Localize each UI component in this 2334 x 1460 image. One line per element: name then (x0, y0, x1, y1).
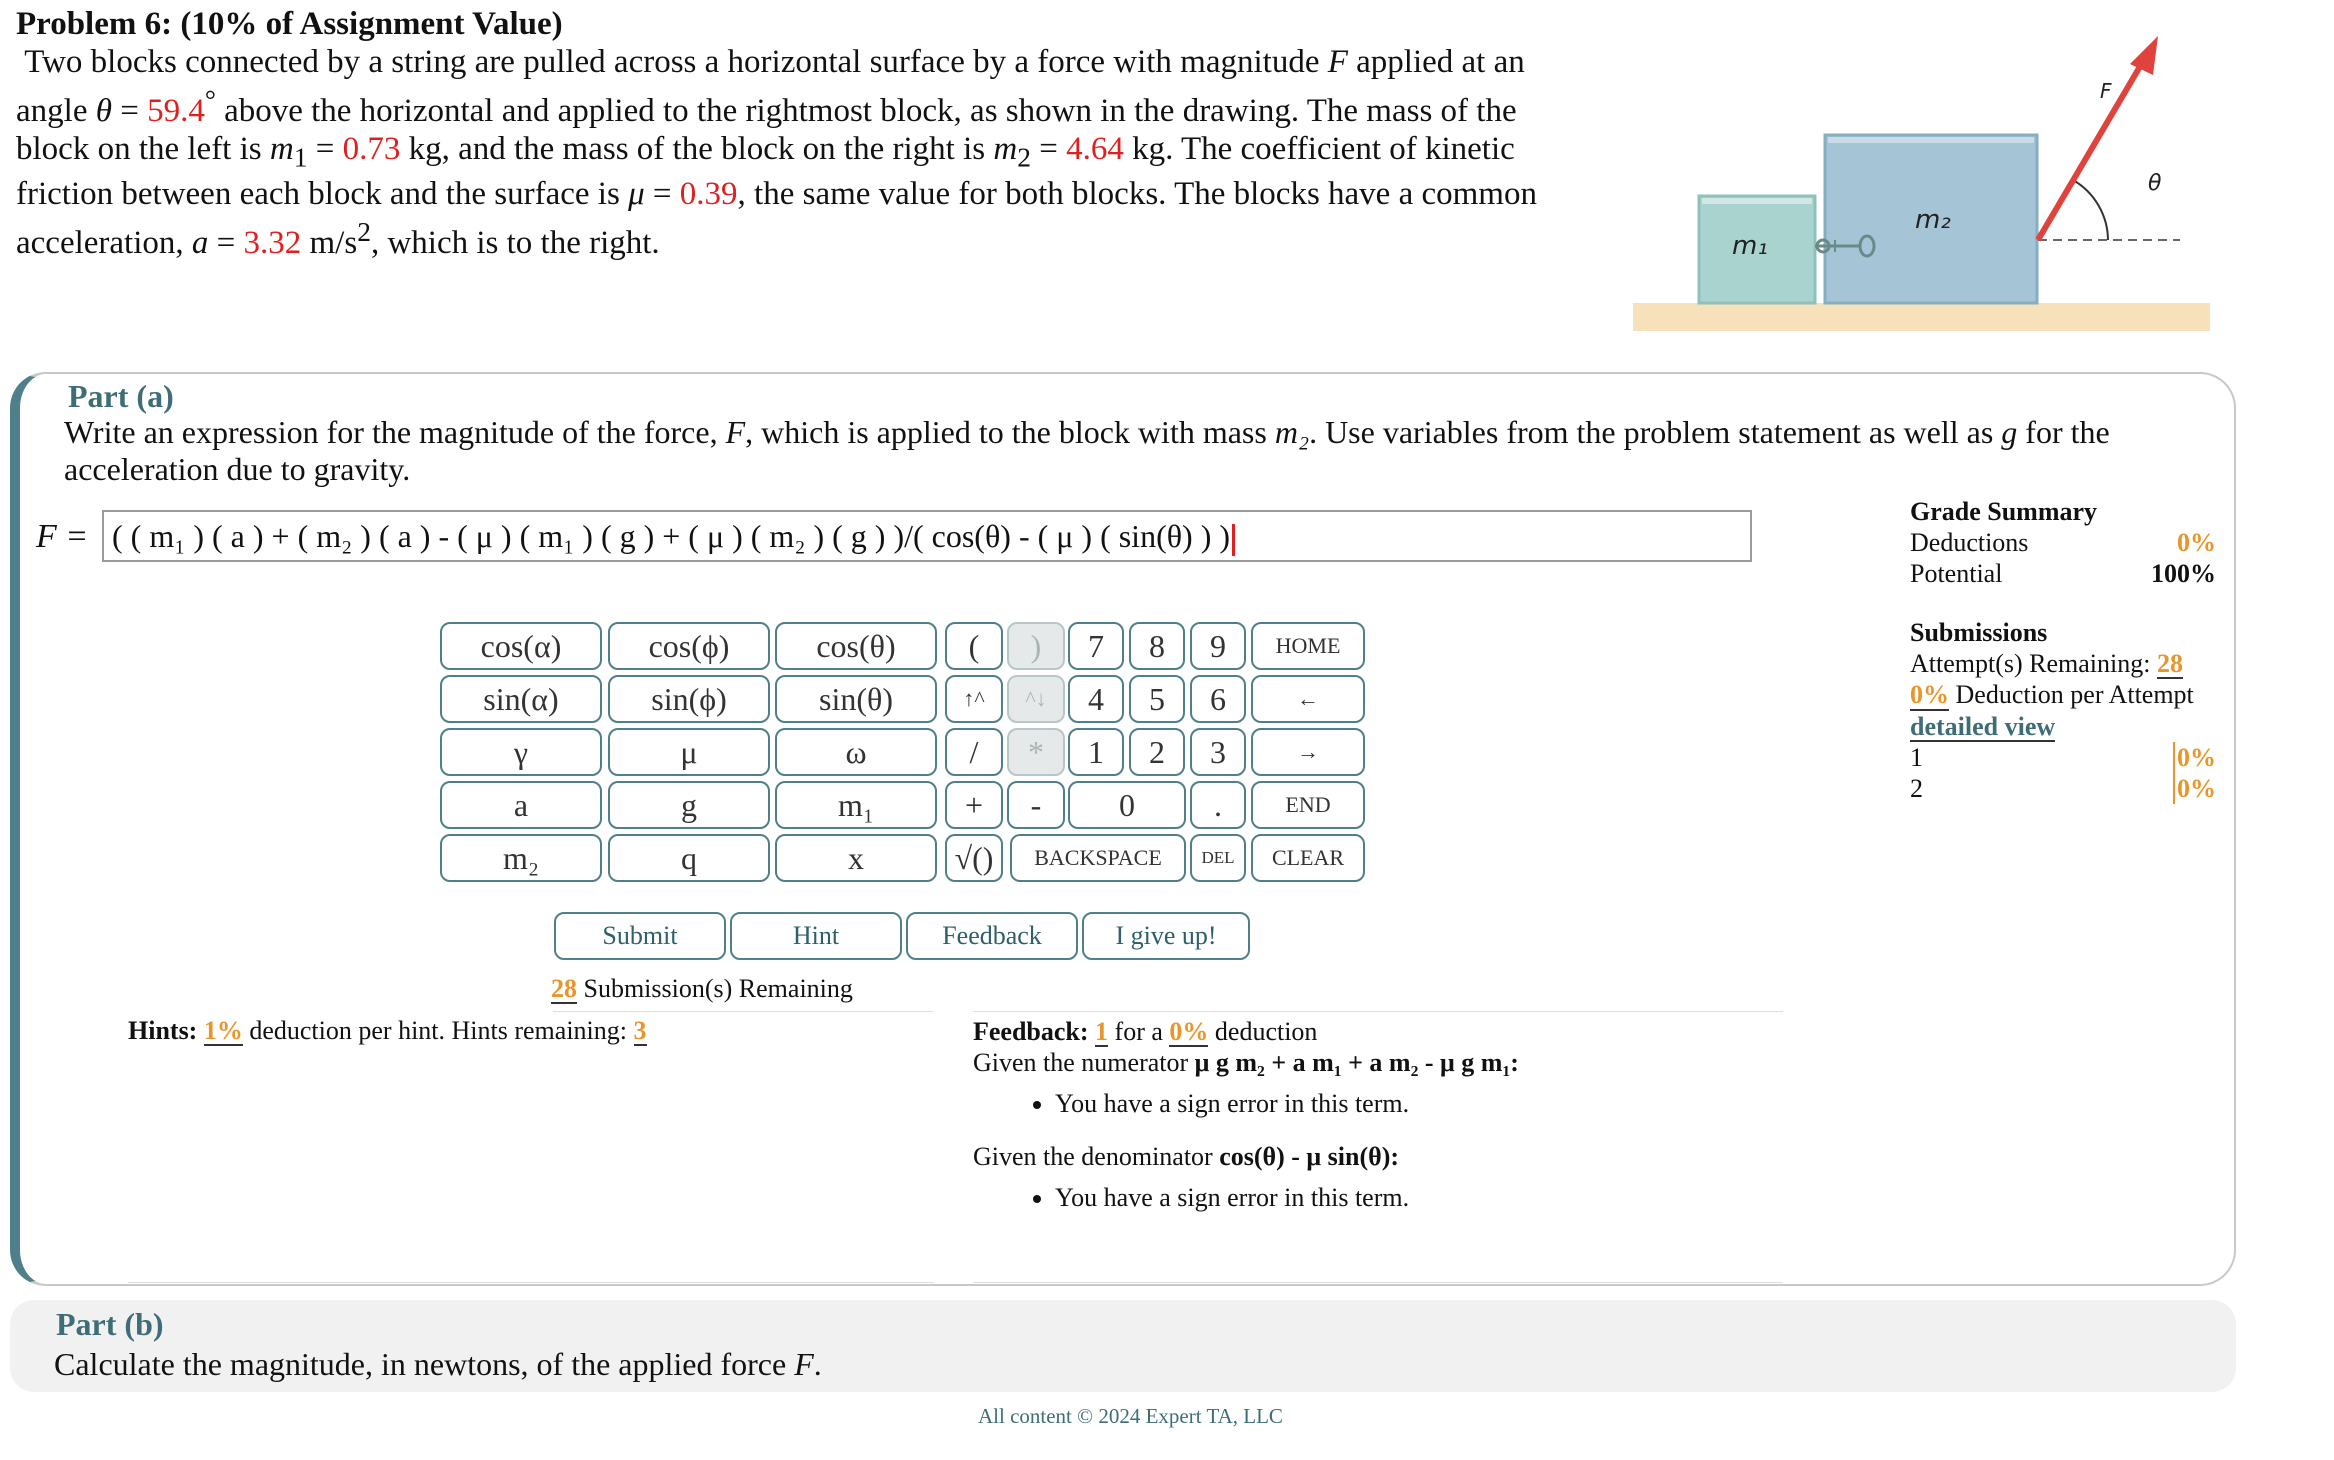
numerator-expression: μ g m₂ + a m₁ + a m₂ - μ g m₁: (1194, 1048, 1519, 1078)
key-3[interactable]: 3 (1190, 728, 1246, 776)
key-9[interactable]: 9 (1190, 622, 1246, 670)
key-g[interactable]: g (608, 781, 770, 829)
detailed-view-link[interactable]: detailed view (1910, 711, 2056, 741)
problem-statement (16, 6, 1576, 263)
floor-surface (1633, 303, 2210, 331)
key-sin-theta[interactable]: sin(θ) (775, 675, 937, 723)
key-plus[interactable]: + (945, 781, 1003, 829)
grade-summary: Grade Summary Deductions 0% Potential 100% Submissions Attempt(s) Remaining: 28 0% Deduction per Attempt detailed view 1 0% 2 0% (1910, 497, 2216, 803)
key-del[interactable]: DEL (1190, 834, 1246, 882)
potential-value: 100% (2151, 559, 2216, 588)
key-x[interactable]: x (775, 834, 937, 882)
key-divide[interactable]: / (945, 728, 1003, 776)
key-subscript: ^↓ (1007, 675, 1065, 723)
key-2[interactable]: 2 (1129, 728, 1185, 776)
key-backspace[interactable]: BACKSPACE (1010, 834, 1186, 882)
key-left-paren[interactable]: ( (945, 622, 1003, 670)
submissions-remaining: 28 Submission(s) Remaining (551, 974, 853, 1003)
m1-value: 0.73 (342, 130, 401, 167)
problem-text: Two blocks connected by a string are pulled across a horizontal surface by a force with magnitude F applied at an angle θ = 59.4° above the horizontal and applied to the rightmost block, as shown in the drawing. The mass of the block on the left is $m_1 = 0.73$ kg, and the mass of the block on the right is $m_2 = 4.64$ kg. The coefficient of kinetic friction between each block and the surface is μ = 0.39, the same value for both blocks. The blocks have a common acceleration, a = 3.32 $m/s^2$, which is to the right. (16, 43, 1537, 262)
key-sin-alpha[interactable]: sin(α) (440, 675, 602, 723)
angle-arc (2073, 180, 2108, 240)
feedback-panel: Feedback: 1 for a 0% deduction Given the numerator μ g m₂ + a m₁ + a m₂ - μ g m₁: • You have a sign error in this term. Given the denominator cos(θ) - μ sin(θ): • You have a sign error in this term. (973, 1016, 1793, 1235)
key-sin-phi[interactable]: sin(ϕ) (608, 675, 770, 723)
mu-value: 0.39 (679, 175, 738, 212)
deductions-value: 0% (2177, 528, 2216, 557)
key-cos-alpha[interactable]: cos(α) (440, 622, 602, 670)
label-F: F (2100, 79, 2112, 103)
answer-label: F = (36, 518, 89, 555)
key-decimal[interactable]: . (1190, 781, 1246, 829)
key-superscript[interactable]: ↑^ (945, 675, 1003, 723)
key-8[interactable]: 8 (1129, 622, 1185, 670)
key-m2[interactable]: m₂ (440, 834, 602, 882)
submission-row: 2 0% (1910, 773, 2216, 803)
key-7[interactable]: 7 (1068, 622, 1124, 670)
force-arrowhead (2130, 36, 2158, 75)
label-m2: m₂ (1915, 205, 1951, 235)
footer-copyright: All content © 2024 Expert TA, LLC (978, 1404, 1283, 1428)
submission-row: 1 0% (1910, 742, 2216, 772)
force-arrow (2038, 58, 2145, 240)
key-4[interactable]: 4 (1068, 675, 1124, 723)
label-theta: θ (2148, 171, 2162, 196)
theta-value: 59.4 (147, 93, 205, 129)
divider (973, 1282, 1783, 1283)
key-clear[interactable]: CLEAR (1251, 834, 1365, 882)
feedback-bullet: • You have a sign error in this term. (1055, 1182, 1793, 1213)
denominator-expression: cos(θ) - μ sin(θ): (1219, 1142, 1400, 1172)
key-minus[interactable]: - (1007, 781, 1065, 829)
two-blocks-diagram (1620, 20, 2220, 350)
part-a-question: Write an expression for the magnitude of the force, F, which is applied to the block with mass m₂. Use variables from the problem statement as well as g for the acceleration due to gravity. (64, 414, 2110, 487)
divider (128, 1282, 934, 1283)
key-omega[interactable]: ω (775, 728, 937, 776)
key-home[interactable]: HOME (1251, 622, 1365, 670)
divider (553, 1011, 933, 1012)
key-multiply: * (1007, 728, 1065, 776)
text-cursor (1232, 524, 1235, 556)
part-a-title: Part (a) (68, 378, 174, 414)
hint-button[interactable]: Hint (730, 912, 902, 960)
a-value: 3.32 (243, 225, 302, 262)
submit-button[interactable]: Submit (554, 912, 726, 960)
answer-input[interactable] (102, 510, 1752, 562)
key-gamma[interactable]: γ (440, 728, 602, 776)
grade-summary-title: Grade Summary (1910, 497, 2098, 526)
key-mu[interactable]: μ (608, 728, 770, 776)
key-right-paren: ) (1007, 622, 1065, 670)
key-0[interactable]: 0 (1068, 781, 1186, 829)
key-cos-phi[interactable]: cos(ϕ) (608, 622, 770, 670)
key-m1[interactable]: m₁ (775, 781, 937, 829)
submissions-title: Submissions (1910, 618, 2048, 647)
part-b-title: Part (b) (56, 1306, 164, 1342)
key-cursor-left[interactable]: ← (1251, 675, 1365, 723)
part-b-question: Calculate the magnitude, in newtons, of the applied force F. (54, 1346, 822, 1382)
key-a[interactable]: a (440, 781, 602, 829)
key-q[interactable]: q (608, 834, 770, 882)
hints-info: Hints: 1% deduction per hint. Hints remaining: 3 (128, 1016, 647, 1045)
key-sqrt[interactable]: √() (945, 834, 1003, 882)
problem-title: Problem 6: (10% of Assignment Value) (16, 6, 563, 42)
key-5[interactable]: 5 (1129, 675, 1185, 723)
key-cursor-right[interactable]: → (1251, 728, 1365, 776)
key-1[interactable]: 1 (1068, 728, 1124, 776)
answer-expression: ( ( m₁ ) ( a ) + ( m₂ ) ( a ) - ( μ ) ( m₁ ) ( g ) + ( μ ) ( m₂ ) ( g ) )/( cos(θ) - ( μ ) ( sin(θ) ) ) (112, 518, 1231, 554)
m2-value: 4.64 (1066, 130, 1124, 167)
feedback-button[interactable]: Feedback (906, 912, 1078, 960)
feedback-bullet: • You have a sign error in this term. (1055, 1088, 1793, 1119)
key-end[interactable]: END (1251, 781, 1365, 829)
label-m1: m₁ (1732, 231, 1768, 261)
key-cos-theta[interactable]: cos(θ) (775, 622, 937, 670)
key-6[interactable]: 6 (1190, 675, 1246, 723)
divider (973, 1011, 1783, 1012)
attempts-remaining: 28 (2156, 649, 2183, 678)
give-up-button[interactable]: I give up! (1082, 912, 1250, 960)
